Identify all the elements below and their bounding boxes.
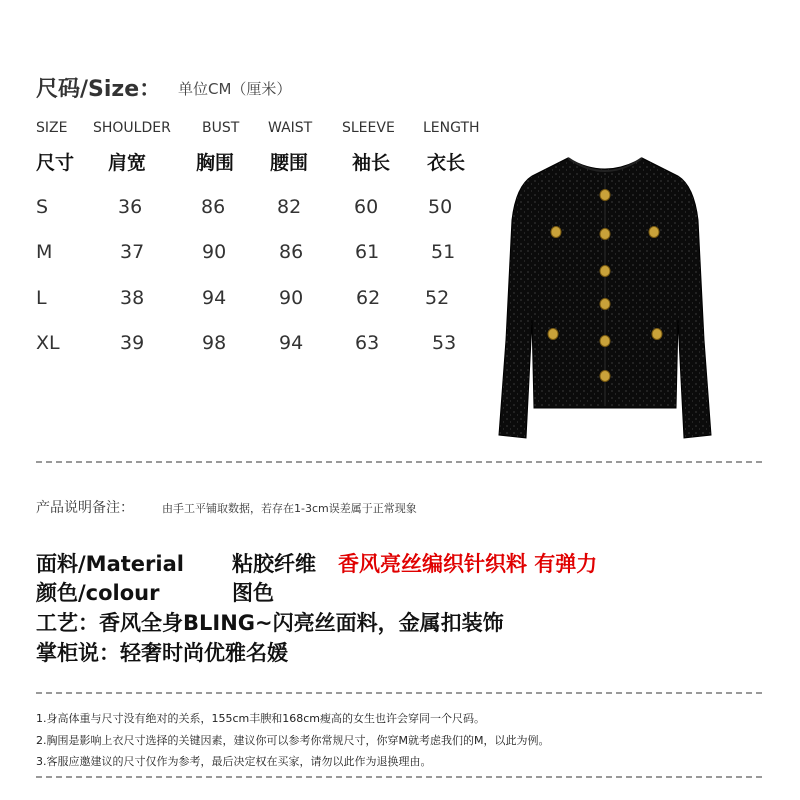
- table-cell: 63: [355, 332, 380, 354]
- table-cell: 50: [428, 196, 453, 218]
- header-cn-bust: 胸围: [196, 152, 235, 174]
- table-cell: 60: [354, 196, 379, 218]
- table-cell: 36: [118, 196, 143, 218]
- jacket-product-image: [498, 150, 712, 440]
- table-cell: 98: [202, 332, 227, 354]
- size-title: 尺码/Size：: [36, 77, 162, 102]
- table-cell: 94: [279, 332, 304, 354]
- table-cell: 51: [431, 241, 456, 263]
- color-value: 图色: [232, 581, 274, 605]
- table-cell: 38: [120, 287, 145, 309]
- header-shoulder: SHOULDER: [93, 120, 171, 136]
- footnote: 1.身高体重与尺寸没有绝对的关系，155cm丰腴和168cm瘦高的女生也许会穿同一个尺码。: [36, 712, 486, 725]
- table-cell: M: [36, 241, 53, 263]
- shopkeeper-says: 掌柜说：轻奢时尚优雅名媛: [36, 641, 288, 665]
- divider: [36, 692, 762, 694]
- header-cn-waist: 腰围: [270, 152, 309, 174]
- table-cell: 86: [201, 196, 226, 218]
- table-cell: 62: [356, 287, 381, 309]
- size-unit: 单位CM（厘米）: [178, 80, 292, 98]
- table-cell: 90: [279, 287, 304, 309]
- table-cell: 53: [432, 332, 457, 354]
- header-size: SIZE: [36, 120, 68, 136]
- color-label: 颜色/colour: [36, 581, 160, 605]
- header-cn-shoulder: 肩宽: [108, 152, 147, 174]
- table-cell: 86: [279, 241, 304, 263]
- footnote: 2.胸围是影响上衣尺寸选择的关键因素，建议你可以参考你常规尺寸，你穿M就考虑我们的M，以此为例。: [36, 734, 550, 747]
- material-highlight: 香风亮丝编织针织料 有弹力: [338, 552, 598, 576]
- table-cell: 61: [355, 241, 380, 263]
- header-bust: BUST: [202, 120, 240, 136]
- table-cell: S: [36, 196, 49, 218]
- table-cell: 37: [120, 241, 145, 263]
- table-cell: 52: [425, 287, 450, 309]
- divider: [36, 461, 762, 463]
- header-waist: WAIST: [268, 120, 313, 136]
- table-cell: 39: [120, 332, 145, 354]
- craft-description: 工艺：香风全身BLING~闪亮丝面料，金属扣装饰: [36, 611, 504, 635]
- divider: [36, 776, 762, 778]
- table-cell: 82: [277, 196, 302, 218]
- table-cell: XL: [36, 332, 60, 354]
- header-cn-size: 尺寸: [36, 152, 75, 174]
- product-note-text: 由手工平铺取数据，若存在1-3cm误差属于正常现象: [162, 502, 417, 515]
- table-cell: L: [36, 287, 47, 309]
- table-cell: 94: [202, 287, 227, 309]
- product-note-label: 产品说明备注：: [36, 500, 134, 516]
- material-value: 粘胶纤维: [232, 552, 316, 576]
- material-label: 面料/Material: [36, 552, 184, 576]
- header-sleeve: SLEEVE: [342, 120, 395, 136]
- header-cn-sleeve: 袖长: [352, 152, 391, 174]
- header-cn-length: 衣长: [427, 152, 466, 174]
- footnote: 3.客服应邀建议的尺寸仅作为参考，最后决定权在买家，请勿以此作为退换理由。: [36, 755, 432, 768]
- table-cell: 90: [202, 241, 227, 263]
- header-length: LENGTH: [423, 120, 480, 136]
